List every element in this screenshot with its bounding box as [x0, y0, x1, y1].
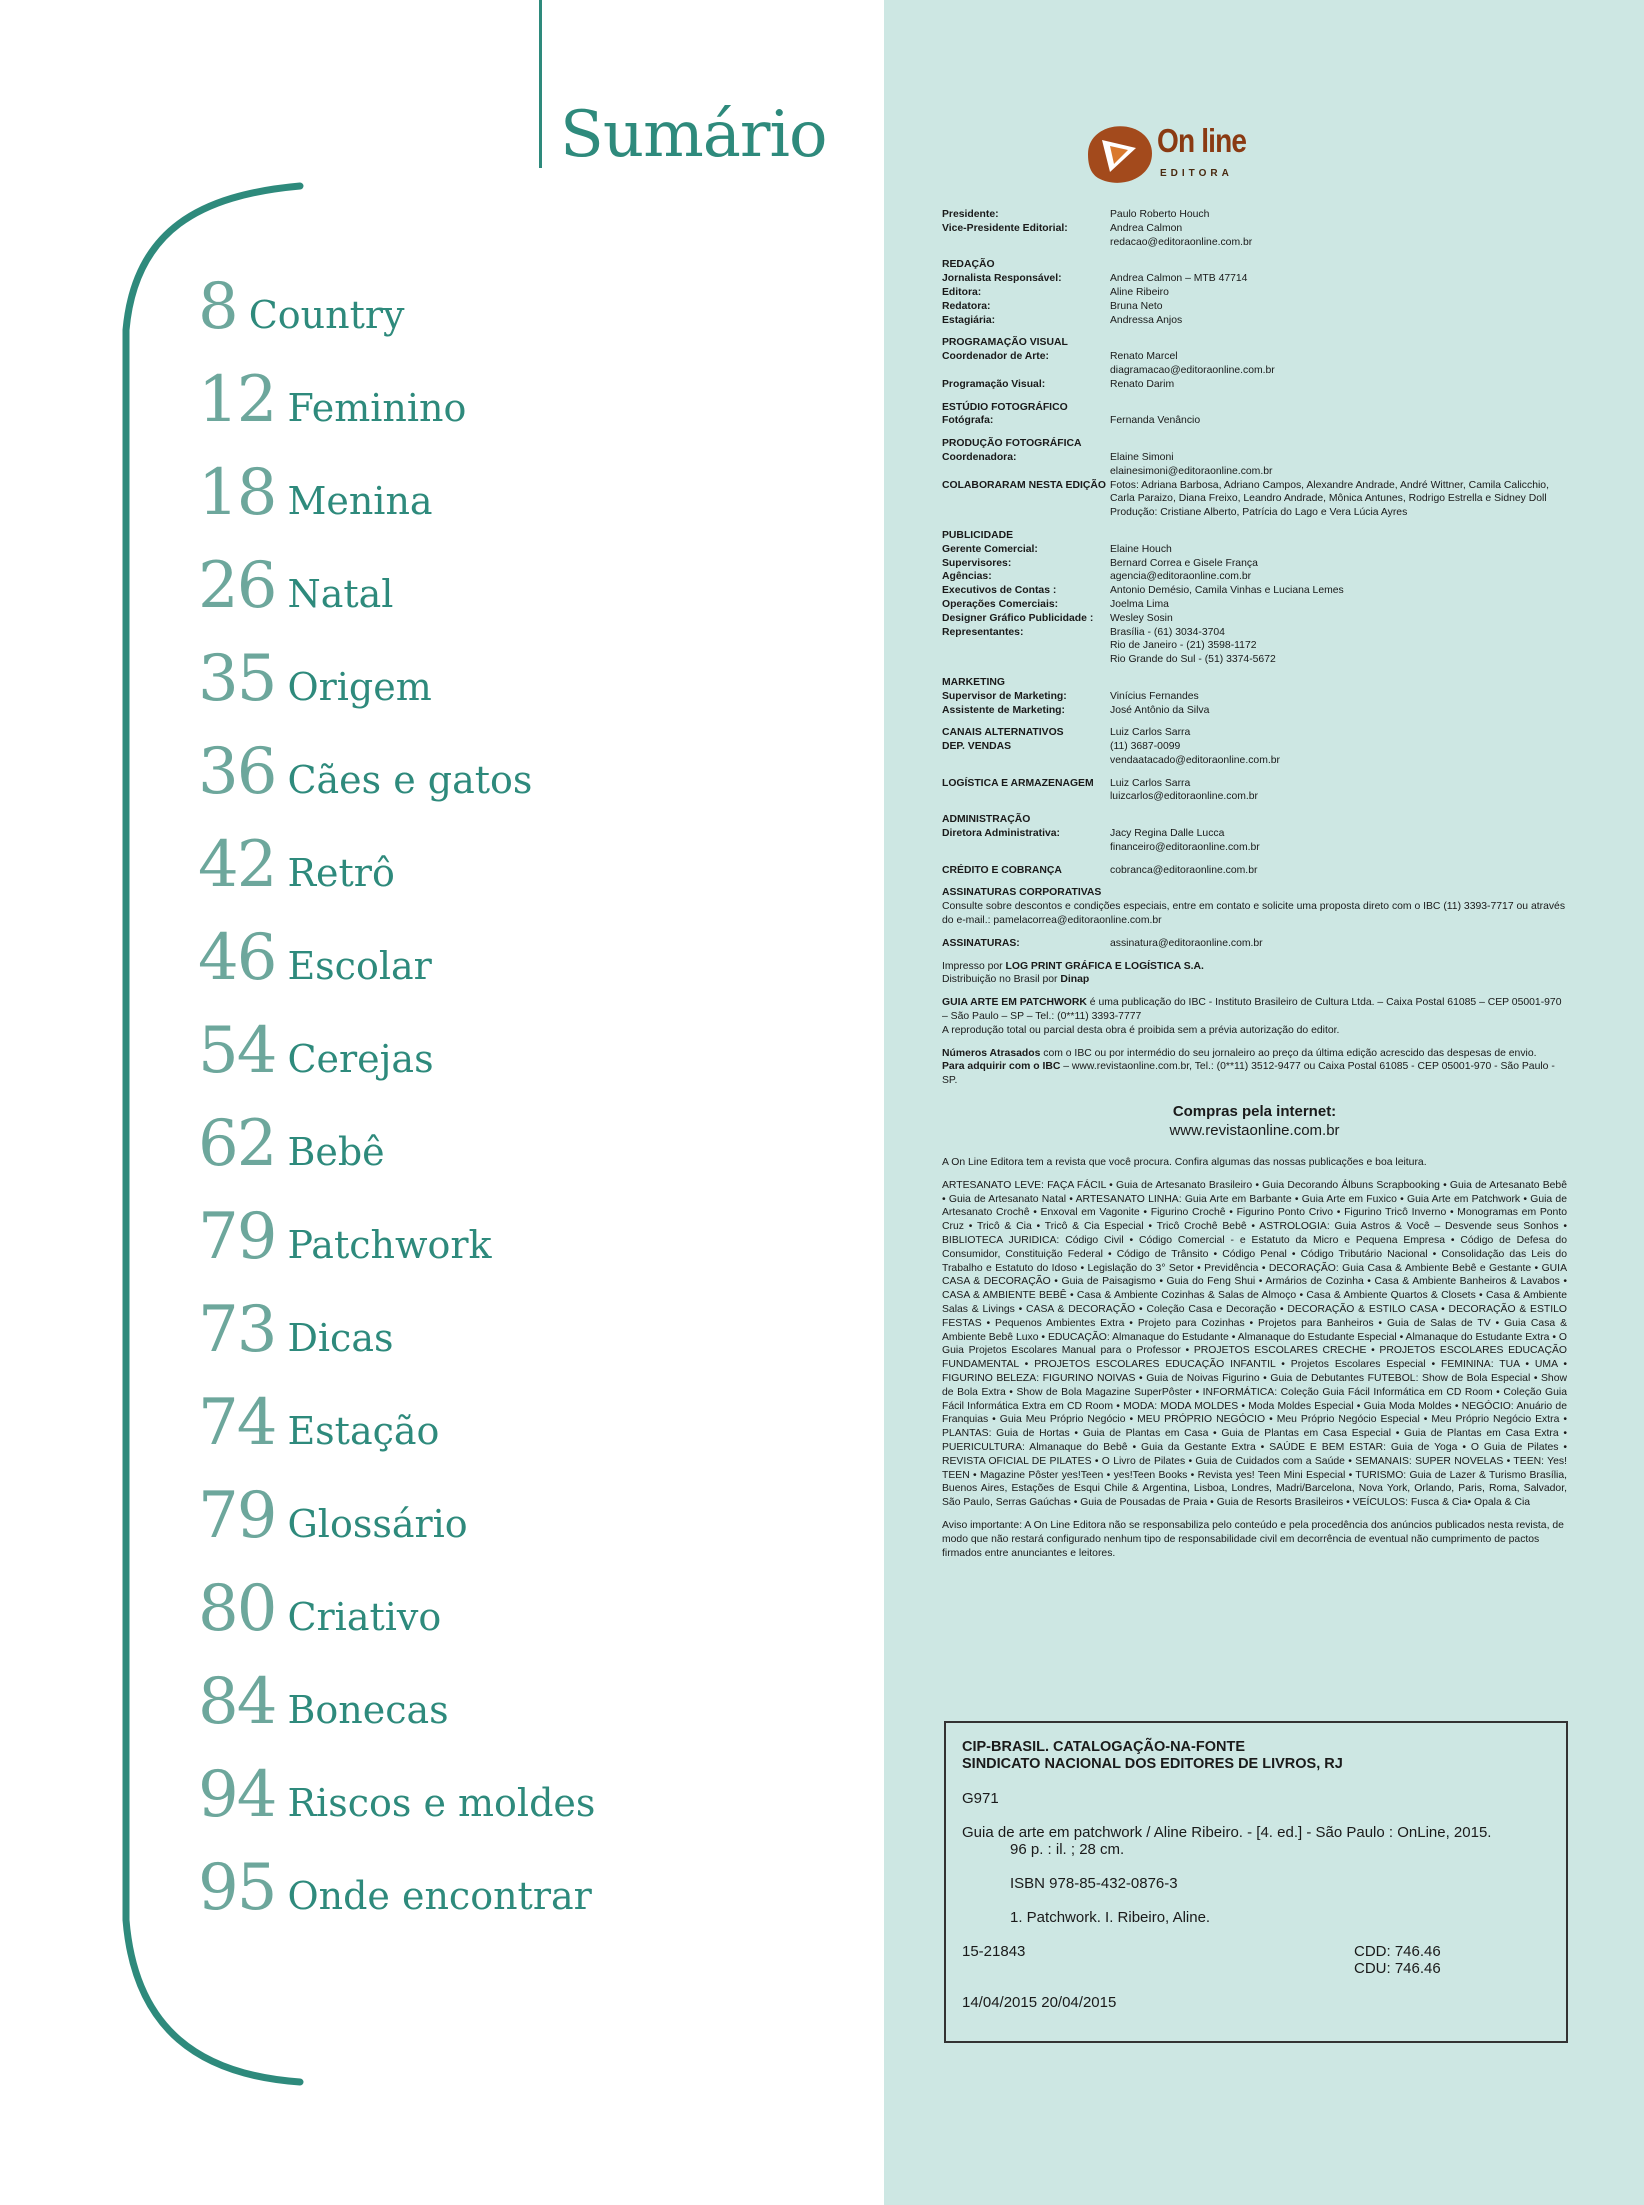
toc-item — [198, 1572, 595, 1665]
toc-page-number: 84 — [198, 1665, 276, 1739]
credit-value: Antonio Demésio, Camila Vinhas e Luciana Lemes — [1110, 585, 1344, 597]
row-value: assinatura@editoraonline.com.br — [1110, 937, 1263, 949]
cip-number: 15-21843 — [962, 1943, 1026, 1960]
toc-item — [198, 1386, 595, 1479]
credit-role: Designer Gráfico Publicidade : — [942, 612, 1094, 624]
credit-value: cobranca@editoraonline.com.br — [1110, 864, 1258, 876]
credit-section — [942, 208, 1567, 249]
logo-subtitle: EDITORA — [1160, 168, 1233, 179]
credit-role: Presidente: — [942, 209, 999, 220]
toc-page-number: 36 — [198, 735, 276, 809]
online-shopping-title: Compras pela internet: — [1172, 1103, 1337, 1121]
credit-row — [942, 790, 1567, 804]
credit-role: Jornalista Responsável: — [942, 273, 1062, 285]
toc-item — [198, 363, 595, 456]
toc-section-label: Feminino — [287, 386, 467, 430]
credit-value: Wesley Sosin — [1110, 612, 1173, 624]
credit-row — [942, 451, 1567, 465]
credit-role — [942, 841, 1110, 855]
toc-page-number: 26 — [198, 549, 276, 623]
online-shopping-url: www.revistaonline.com.br — [1169, 1122, 1340, 1140]
toc-section-label: Origem — [287, 665, 432, 709]
credit-value: José Antônio da Silva — [1110, 704, 1210, 716]
credit-row — [942, 777, 1567, 791]
credit-role: Agências: — [942, 571, 992, 583]
credit-value: Andressa Anjos — [1110, 314, 1183, 326]
credit-row — [942, 570, 1567, 584]
toc-item — [198, 1293, 595, 1386]
credit-section — [942, 864, 1567, 878]
credit-role: CANAIS ALTERNATIVOS — [942, 727, 1064, 739]
corporate-subscriptions — [942, 886, 1567, 927]
credit-row — [942, 300, 1567, 314]
cip-cdu: CDU: 746.46 — [1354, 1960, 1441, 1977]
credit-row — [942, 754, 1567, 768]
toc-page-number: 62 — [198, 1107, 276, 1181]
important-notice: Aviso importante: A On Line Editora não se responsabiliza pelo conteúdo e pela procedência dos anúncios publicados nesta revista, de modo que não restará configurado nenhum tipo de responsabilidade civil em decorrência de eventual não cumprimento de pactos firmados entre anunciantes e leitores. — [942, 1519, 1564, 1559]
corporate-subscriptions-text: Consulte sobre descontos e condições especiais, entre em contato e solicite uma proposta direto com o IBC (11) 3393-7717 ou através do e-mail.: pamelacorrea@editoraonline.com.br — [942, 901, 1566, 927]
credit-role: Operações Comerciais: — [942, 598, 1059, 610]
toc-item — [198, 1014, 595, 1107]
cip-pages: 96 p. : il. ; 28 cm. — [1010, 1841, 1125, 1858]
credit-row — [942, 639, 1567, 653]
toc-item — [198, 735, 595, 828]
credit-value: (11) 3687-0099 — [1110, 741, 1181, 753]
back-issues-info — [942, 1047, 1567, 1088]
toc-page-number: 35 — [198, 642, 276, 716]
credit-value: Aline Ribeiro — [1110, 286, 1169, 298]
credit-role — [942, 639, 1110, 653]
toc-section-label: Retrô — [287, 851, 395, 895]
toc-item — [198, 921, 595, 1014]
credit-row — [942, 222, 1567, 236]
credit-role: Redatora: — [942, 300, 991, 312]
credit-row — [942, 726, 1567, 740]
credit-row — [942, 314, 1567, 328]
credit-row — [942, 236, 1567, 250]
section-heading: REDAÇÃO — [942, 259, 995, 271]
distributor-name: Dinap — [1060, 974, 1090, 986]
credit-row — [942, 208, 1567, 222]
toc-page-number: 18 — [198, 456, 276, 530]
credit-value: Bernard Correa e Gisele França — [1110, 557, 1258, 569]
credit-row — [942, 557, 1567, 571]
publisher-intro: A On Line Editora tem a revista que você procura. Confira algumas das nossas publicações e boa leitura. — [942, 1157, 1427, 1169]
credit-row — [942, 272, 1567, 286]
cip-cataloging-box — [944, 1721, 1568, 2043]
credit-role: Gerente Comercial: — [942, 543, 1038, 555]
credit-role: Estagiária: — [942, 314, 996, 326]
cip-reference: Guia de arte em patchwork / Aline Ribeiro. - [4. ed.] - São Paulo : OnLine, 2015. — [962, 1824, 1492, 1841]
credit-value: Vinícius Fernandes — [1110, 690, 1199, 702]
credit-value: Brasília - (61) 3034-3704 — [1110, 626, 1225, 638]
credit-section — [942, 676, 1567, 717]
back-issues-text: com o IBC ou por intermédio do seu jornaleiro ao preço da última edição acrescido das despesas de envio. — [1040, 1047, 1537, 1059]
page-title: Sumário — [560, 98, 827, 172]
publications-catalog: ARTESANATO LEVE: FAÇA FÁCIL • Guia de Artesanato Brasileiro • Guia Decorando Álbuns Scrapbooking • Guia de Artesanato Bebê • Guia de Artesanato Natal • ARTESANATO LINHA: Guia Arte em Barbante • Guia Arte em Fuxico • Guia Arte em Patchwork • Guia de Artesanato Crochê • Enxoval em Vagonite • Figurino Crochê • Figurino Ponto Crivo • Figurino Tricô Inverno • Monogramas em Ponto Cruz • Tricô & Cia • Tricô & Cia Especial • Tricô Crochê Bebê • ASTROLOGIA: Guia Astros & Você – Desvende seus Sonhos • BIBLIOTECA JURIDICA: Código Civil • Código Comercial - e Estatuto da Micro e Pequena Empresa • Código de Defesa do Consumidor, Constituição Federal • Código de Trânsito • Código Penal • Código Tributário Nacional • Consolidação das Leis do Trabalho e Estatuto do Idoso • Legislação do 3° Setor • Previdência • DECORAÇÃO: Guia Casa & Ambiente Bebê e Gestante • GUIA CASA & DECORAÇÃO • Guia de Paisagismo • Guia do Feng Shui • Armários de Cozinha • Casa & Ambiente Banheiros & Lavabos • CASA & AMBIENTE BEBÊ • Casa & Ambiente Cozinhas & Salas de Almoço • Casa & Ambiente Quartos & Closets • Casa & Ambiente Salas & Livings • CASA & DECORAÇÃO • Coleção Casa e Decoração • DECORAÇÃO & ESTILO CASA • DECORAÇÃO & ESTILO FESTAS • Pequenos Ambientes Extra • Projeto para Cozinhas • Projetos para Banheiros • Guia de Salas de TV • Guia Casa & Ambiente Bebê Luxo • EDUCAÇÃO: Almanaque do Estudante • Almanaque do Estudante Especial • Almanaque do Estudante Extra • O Guia Projetos Escolares Manual para o Professor • PROJETOS ESCOLARES CRECHE • PROJETOS ESCOLARES EDUCAÇÃO FUNDAMENTAL • PROJETOS ESCOLARES EDUCAÇÃO INFANTIL • Projetos Escolares Especial • FEMININA: TUA • UMA • FIGURINO BELEZA: FIGURINO NOIVAS • Guia de Noivas Figurino • Guia de Debutantes FUTEBOL: Show de Bola Especial • Show de Bola Extra • Show de Bola Magazine SuperPôster • INFORMÁTICA: Coleção Guia Fácil Informática em CD Room • Coleção Guia Fácil Informática Extra em CD Room • MODA: MODA MOLDES • Moda Moldes Especial • Guia Moda Moldes • NEGÓCIO: Anuário de Franquias • Guia Meu Próprio Negócio • MEU PRÓPRIO NEGÓCIO • Meu Próprio Negócio Especial • Meu Próprio Negócio Extra • PLANTAS: Guia de Hortas • Guia de Plantas em Casa • Guia de Plantas em Casa Especial • Guia de Plantas em Casa Extra • PUERICULTURA: Almanaque do Bebê • Guia da Gestante Extra • SAÚDE E BEM ESTAR: Guia de Yoga • O Guia de Pilates • REVISTA OFICIAL DE PILATES • O Livro de Pilates • Guia de Cuidados com a Saúde • SEMANAIS: SUPER NOVELAS • TEEN: Yes! TEEN • Magazine Pôster yes!Teen • yes!Teen Books • Revista yes! Teen Mini Especial • TURISMO: Guia de Lazer & Turismo Brasília, Buenos Aires, Estações de Esqui Chile & Argentina, Lisboa, Londres, Madri/Barcelona, Nova York, Orlando, Paris, Roma, Salvador, São Paulo, Serras Gaúchas • Guia de Pousadas de Praia • Guia de Resorts Brasileiros • VEÍCULOS: Fusca & Cia• Opala & Cia — [942, 1179, 1567, 1509]
credit-role — [942, 236, 1110, 250]
credit-value: Andrea Calmon – MTB 47714 — [1110, 273, 1248, 285]
toc-page-number: 73 — [198, 1293, 276, 1367]
credit-role: Supervisor de Marketing: — [942, 690, 1067, 702]
publication-info — [942, 996, 1567, 1037]
section-heading: ADMINISTRAÇÃO — [942, 814, 1031, 826]
reproduction-notice: A reprodução total ou parcial desta obra é proibida sem a prévia autorização do editor. — [942, 1024, 1340, 1036]
credit-row — [942, 364, 1567, 378]
staff-credits — [942, 208, 1567, 877]
credit-value: Renato Darim — [1110, 378, 1175, 390]
credit-value: Renato Marcel — [1110, 351, 1178, 363]
cip-subject: 1. Patchwork. I. Ribeiro, Aline. — [1010, 1909, 1211, 1926]
credit-row — [942, 827, 1567, 841]
section-heading: MARKETING — [942, 676, 1005, 688]
credit-role: Coordenadora: — [942, 451, 1017, 463]
credit-value: Luiz Carlos Sarra — [1110, 777, 1191, 789]
section-heading: PUBLICIDADE — [942, 529, 1014, 541]
credit-section — [942, 529, 1567, 667]
credit-role: Vice-Presidente Editorial: — [942, 222, 1068, 234]
credit-row — [942, 841, 1567, 855]
section-heading: PROGRAMAÇÃO VISUAL — [942, 337, 1068, 349]
logo-name: On line — [1157, 122, 1247, 159]
credit-row — [942, 653, 1567, 667]
cip-code: G971 — [962, 1790, 999, 1807]
toc-item — [198, 1107, 595, 1200]
printed-by-label: Impresso por — [942, 960, 1006, 972]
title-divider — [539, 0, 542, 168]
credit-role: Executivos de Contas : — [942, 585, 1057, 597]
credit-section — [942, 813, 1567, 854]
credit-row — [942, 704, 1567, 718]
back-issues-label: Números Atrasados — [942, 1047, 1041, 1059]
distribution-label: Distribuição no Brasil por — [942, 974, 1061, 986]
credit-role: Programação Visual: — [942, 378, 1046, 390]
credit-role — [942, 754, 1110, 768]
toc-item — [198, 1665, 595, 1758]
toc-page-number: 94 — [198, 1758, 276, 1832]
toc-page-number: 95 — [198, 1851, 276, 1925]
credit-row — [942, 864, 1567, 878]
credit-value: Luiz Carlos Sarra — [1110, 727, 1191, 739]
toc-section-label: Natal — [287, 572, 394, 616]
credit-value: Paulo Roberto Houch — [1110, 209, 1210, 220]
table-of-contents — [198, 270, 595, 1944]
subscriptions-row — [942, 937, 1567, 951]
purchase-label: Para adquirir com o IBC — [942, 1061, 1061, 1073]
toc-section-label: Cerejas — [287, 1037, 434, 1081]
section-heading: ASSINATURAS CORPORATIVAS — [942, 887, 1102, 899]
credit-row — [942, 378, 1567, 392]
credit-value: vendaatacado@editoraonline.com.br — [1110, 754, 1280, 766]
toc-item — [198, 828, 595, 921]
credit-value: Produção: Cristiane Alberto, Patrícia do Lago e Vera Lúcia Ayres — [1110, 507, 1408, 519]
toc-section-label: Bebê — [287, 1130, 385, 1174]
credit-value: Fotos: Adriana Barbosa, Adriano Campos, Alexandre Andrade, André Wittner, Camila Calicchio, Carla Paraizo, Diana Freixo, Leandro Andrade, Mônica Antunes, Rodrigo Estrella e Sidney Doll — [1110, 479, 1549, 505]
toc-section-label: Criativo — [287, 1595, 442, 1639]
toc-section-label: Dicas — [287, 1316, 394, 1360]
toc-item — [198, 456, 595, 549]
toc-section-label: Glossário — [287, 1502, 468, 1546]
credit-role — [942, 506, 1110, 520]
credit-section — [942, 401, 1567, 429]
toc-item — [198, 642, 595, 735]
credit-row — [942, 286, 1567, 300]
credit-role — [942, 465, 1110, 479]
online-shopping — [942, 1102, 1567, 1140]
credit-row — [942, 543, 1567, 557]
credit-value: Elaine Houch — [1110, 543, 1172, 555]
credit-row — [942, 584, 1567, 598]
toc-page-number: 79 — [198, 1479, 276, 1553]
toc-page-number: 42 — [198, 828, 276, 902]
credit-value: Jacy Regina Dalle Lucca — [1110, 828, 1225, 840]
toc-section-label: Onde encontrar — [287, 1874, 592, 1918]
toc-page-number: 79 — [198, 1200, 276, 1274]
credit-role: DEP. VENDAS — [942, 741, 1012, 753]
credit-row — [942, 414, 1567, 428]
credit-value: Rio de Janeiro - (21) 3598-1172 — [1110, 640, 1257, 652]
cip-cdd: CDD: 746.46 — [1354, 1943, 1441, 1960]
credit-value: Rio Grande do Sul - (51) 3374-5672 — [1110, 654, 1276, 666]
credit-value: Fernanda Venâncio — [1110, 415, 1201, 427]
printer-name: LOG PRINT GRÁFICA E LOGÍSTICA S.A. — [1005, 960, 1204, 972]
credit-role: Assistente de Marketing: — [942, 704, 1065, 716]
credit-value: Elaine Simoni — [1110, 451, 1174, 463]
cip-isbn: ISBN 978-85-432-0876-3 — [1010, 1875, 1178, 1892]
toc-section-label: Estação — [287, 1409, 440, 1453]
toc-page-number: 74 — [198, 1386, 276, 1460]
toc-section-label: Country — [248, 293, 405, 337]
credit-row — [942, 740, 1567, 754]
credit-value: redacao@editoraonline.com.br — [1110, 236, 1253, 248]
credit-row — [942, 465, 1567, 479]
toc-page-number: 46 — [198, 921, 276, 995]
credit-section — [942, 336, 1567, 391]
toc-section-label: Menina — [287, 479, 433, 523]
credit-role — [942, 653, 1110, 667]
toc-page-number: 12 — [198, 363, 276, 437]
credit-role: Representantes: — [942, 626, 1024, 638]
cip-subheading: SINDICATO NACIONAL DOS EDITORES DE LIVROS, RJ — [962, 1756, 1343, 1772]
credit-section — [942, 258, 1567, 327]
credit-row — [942, 506, 1567, 520]
cip-heading: CIP-BRASIL. CATALOGAÇÃO-NA-FONTE — [962, 1739, 1245, 1755]
credit-row — [942, 626, 1567, 640]
toc-item — [198, 1479, 595, 1572]
credit-value: diagramacao@editoraonline.com.br — [1110, 364, 1275, 376]
toc-page-number: 8 — [198, 270, 237, 344]
purchase-text: – www.revistaonline.com.br, Tel.: (0**11) 3512-9477 ou Caixa Postal 61085 - CEP 05001-970 - São Paulo - SP. — [942, 1061, 1555, 1087]
cip-dates: 14/04/2015 20/04/2015 — [962, 1994, 1117, 2011]
credit-value: elainesimoni@editoraonline.com.br — [1110, 465, 1273, 477]
toc-item — [198, 270, 595, 363]
credit-section — [942, 777, 1567, 805]
credit-value: Joelma Lima — [1110, 598, 1169, 610]
toc-section-label: Escolar — [287, 944, 432, 988]
credit-role: CRÉDITO E COBRANÇA — [942, 864, 1062, 876]
credit-role: Supervisores: — [942, 557, 1012, 569]
toc-item — [198, 1851, 595, 1944]
toc-page-number: 54 — [198, 1014, 276, 1088]
credit-row — [942, 479, 1567, 507]
toc-section-label: Cães e gatos — [287, 758, 533, 802]
credit-value: Bruna Neto — [1110, 300, 1163, 312]
credit-row — [942, 690, 1567, 704]
credit-role: COLABORARAM NESTA EDIÇÃO — [942, 479, 1106, 491]
credit-value: luizcarlos@editoraonline.com.br — [1110, 791, 1259, 803]
credit-role — [942, 364, 1110, 378]
toc-section-label: Riscos e moldes — [287, 1781, 596, 1825]
toc-item — [198, 549, 595, 642]
printing-info — [942, 960, 1567, 988]
credit-value: agencia@editoraonline.com.br — [1110, 571, 1252, 583]
section-heading: PRODUÇÃO FOTOGRÁFICA — [942, 438, 1082, 450]
credit-role: Diretora Administrativa: — [942, 828, 1060, 840]
publication-name: GUIA ARTE EM PATCHWORK — [942, 997, 1087, 1009]
credit-section — [942, 726, 1567, 767]
credit-value: financeiro@editoraonline.com.br — [1110, 841, 1260, 853]
credit-role: Editora: — [942, 286, 982, 298]
toc-section-label: Patchwork — [287, 1223, 492, 1267]
toc-page-number: 80 — [198, 1572, 276, 1646]
credit-role: Fotógrafa: — [942, 415, 994, 427]
credit-section — [942, 437, 1567, 520]
credit-row — [942, 598, 1567, 612]
credit-row — [942, 612, 1567, 626]
toc-item — [198, 1200, 595, 1293]
section-heading: ESTÚDIO FOTOGRÁFICO — [942, 401, 1068, 413]
credit-value: Andrea Calmon — [1110, 222, 1183, 234]
credit-role: LOGÍSTICA E ARMAZENAGEM — [942, 777, 1094, 789]
toc-item — [198, 1758, 595, 1851]
credit-role: Coordenador de Arte: — [942, 351, 1049, 363]
publication-text: é uma publicação do IBC - Instituto Brasileiro de Cultura Ltda. – Caixa Postal 61085 – CEP 05001-970 – São Paulo – SP – Tel.: (0**11) 3393-7777 — [942, 997, 1562, 1023]
credit-role — [942, 790, 1110, 804]
row-key: ASSINATURAS: — [942, 937, 1020, 949]
toc-section-label: Bonecas — [287, 1688, 449, 1732]
credits-block — [942, 208, 1567, 1569]
credit-row — [942, 350, 1567, 364]
